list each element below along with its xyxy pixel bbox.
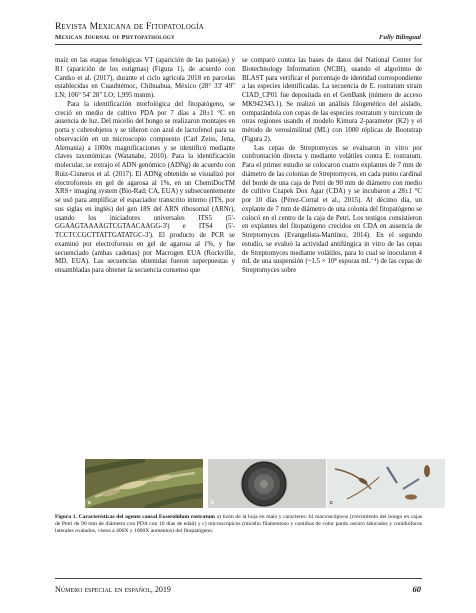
page-number: 60 <box>412 584 421 594</box>
microscopy-photo <box>327 459 445 508</box>
figure-panel-b-petri-dish <box>208 459 326 508</box>
paragraph: Las cepas de Streptomyces se evaluaron in vitro por confrontación directa y mediante volátiles contra E. rostratum. Para el primer estudio se colocaron cuatro explantes de 7 mm de diámetro de las colonias de Streptomyces, en cada punto cardinal del borde de una caja de Petri de 90 mm de diámetro con medio de cultivo Czapek Dox Agar (CDA) y se incubaron a 28±1 °C por 10 días (Pérez-Corral et al., 2015). Al décimo día, un explante de 7 mm de diámetro de una colonia del fitopatógeno se colocó en el centro de la caja de Petri. Los testigos consistieron en explantes del fitopatógeno crecidos en CDA en ausencia de Streptomyces (Evangelista-Martínez, 2014). En el segundo estudio, se evaluó la actividad antifúngica in vitro de las cepas de Streptomyces mediante volátiles, para lo cual se inocularon 4 mL de una suspensión (~1.5 × 10⁸ esporas mL⁻¹) de las cepas de Streptomyces sobre <box>242 144 422 274</box>
figure-panel-a-leaf-blight <box>85 459 203 508</box>
leaf-photo <box>85 459 203 508</box>
panel-label: c <box>330 500 333 506</box>
petri-dish-photo <box>208 459 326 508</box>
issue-label: Número especial en español, 2019 <box>55 585 171 594</box>
journal-title: Revista Mexicana de Fitopatología <box>55 22 204 32</box>
header-rule <box>55 44 422 45</box>
paragraph: se comparó contra las bases de datos del National Center for Biotechnology Information (NCBI), usando el algoritmo de BLAST para verificar el porcentaje de identidad correspondiente a las especies identificadas. La secuencia de E. rostratum strain CIAD_CP01 fue depositada en el GenBank (número de acceso MK942343.1). Se realizó un análisis filogenético del aislado, comparándola con cepas de las especies rostratum y turcicum de otras regiones usando el modelo Kimura 2-parameter (K2) y el método de verosimilitud (ML) con 1000 réplicas de Bootstrap (Figura 2). <box>242 57 422 143</box>
footer-rule <box>55 578 422 579</box>
right-column <box>242 57 422 276</box>
caption-body: a) tizón de la hoja en maíz y caracteres: b) macroscópicos (crecimiento del hongo en cajas de Petri de 90 mm de diámetro con PDA con 10 días de edad) y c) microscópicos (micelio filamentoso y conidios de color pardo oscuro tabicados y conidióforos laterales ovalados, vistos a 400X y 1000X aumentos) del fitopatógeno. <box>55 514 422 534</box>
panel-label: a <box>88 500 91 506</box>
caption-title: Figura 1. Características del agente causal Exserohilum rostratum <box>55 514 215 520</box>
journal-title-en: Mexican Journal of Phytopathology <box>55 34 175 41</box>
paragraph: maíz en las etapas fenológicas VT (aparición de las panojas) y R1 (aparición de los estigmas) (Figura 1), de acuerdo con Cantko et al. (2017), durante el ciclo agrícola 2018 en parcelas establecidas en Cuauhtémoc, Chihuahua, México (28° 33' 49" LN; 106° 54' 28" LO; 1,995 msnm). <box>55 57 235 99</box>
panel-label: b <box>211 500 215 506</box>
paragraph: Para la identificación morfológica del fitopatógeno, se creció en medio de cultivo PDA por 7 días a 28±1 °C en ausencia de luz. Del micelio del hongo se realizaron montajes en porta y cubreobjetos y se tiñeron con azul de lactofenol para su observación en un microscopio compuesto (Carl Zeiss, Jena, Alemania) a 1000x magnificaciones y se identificó mediante claves taxonómicas (Watanabe, 2010). Para la identificación molecular, se extrajo el ADN genómico (ADNg) de acuerdo con Ruiz-Cisneros et al. (2017). El ADNg obtenido se visualizó por electroforesis en gel de agarosa al 1%, en un ChemiDocTM XRS+ imaging system (Bio-Rad; CA, EUA) y subsecuentemente se usó para amplificar el espaciador transcrito interno (ITS, por sus siglas en inglés) del gen 18S del ARN ribosomal (ARNr), usando los iniciadores universales ITS5 (5'-GGAAGTAAAAGTCGTAACAAGG-3') e ITS4 (5'-TCCTCCGCTTATTGATATGC-3'). El producto de PCR se examinó por electroforesis en gel de agarosa al 1%, y fue secuenciado (ambas cadenas) por Macrogen EUA (Rockville, MD, EUA). Las secuencias obtenidas fueron superpuestas y ensambladas para obtener la secuencia consenso que <box>55 100 235 274</box>
figure-panel-c-microscopy <box>327 459 445 508</box>
left-column <box>55 57 235 276</box>
figure-caption <box>55 514 422 534</box>
bilingual-tag: Fully Bilingual <box>379 34 421 41</box>
